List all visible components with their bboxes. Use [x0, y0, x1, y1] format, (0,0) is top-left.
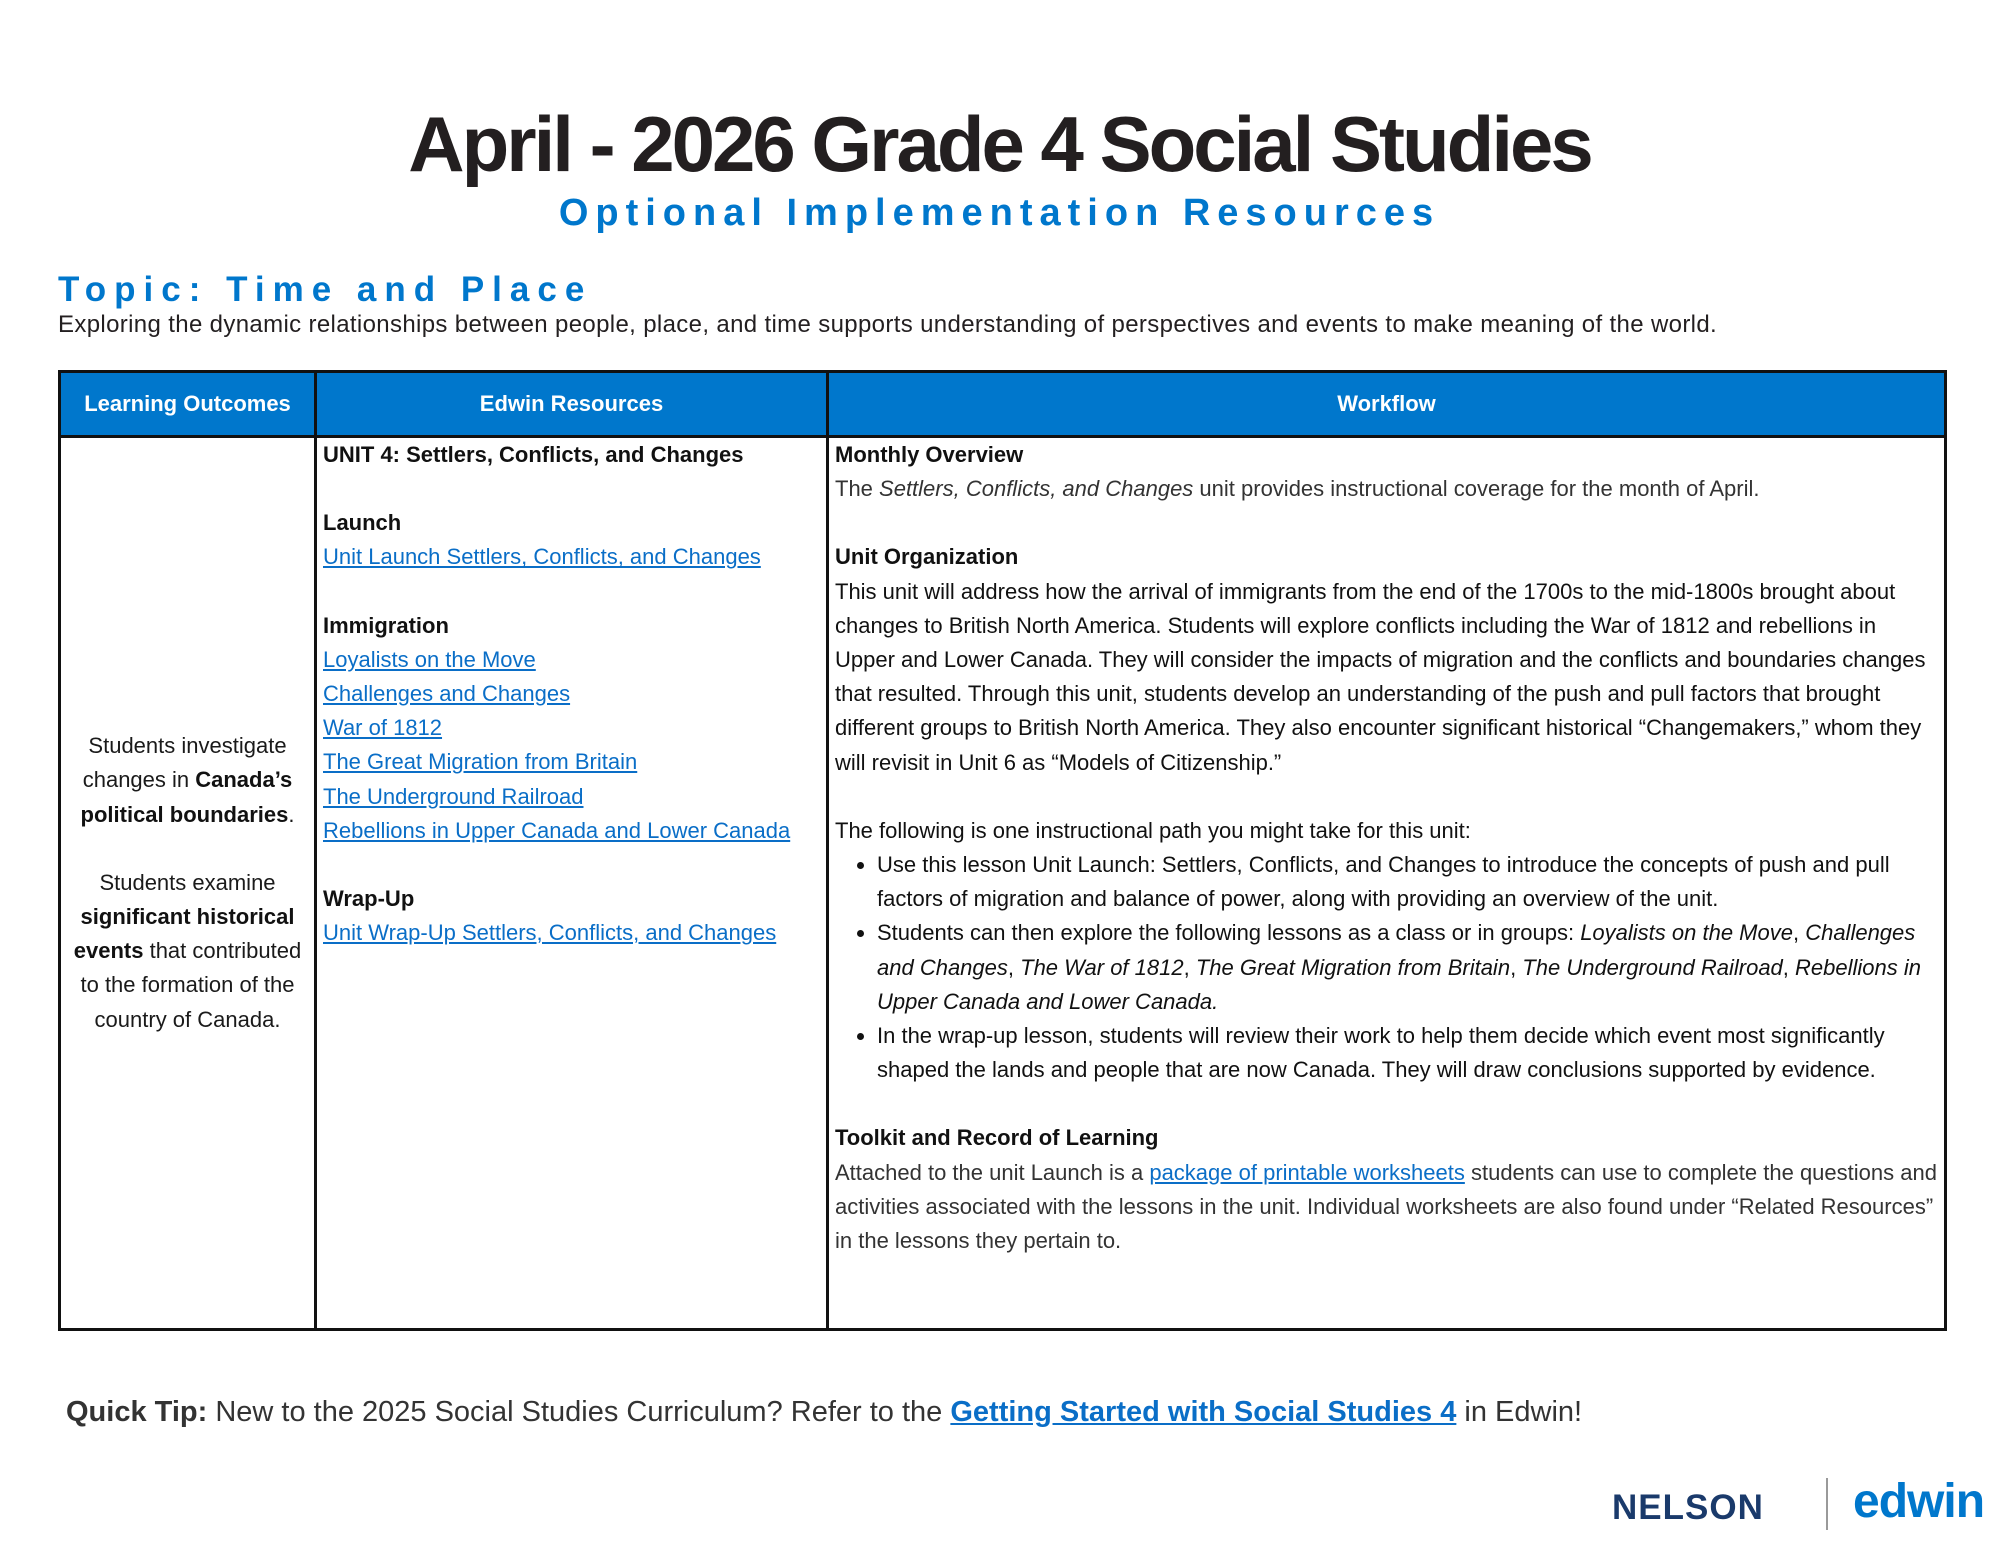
topic-title: Topic: Time and Place: [58, 270, 593, 309]
wrapup-heading: Wrap-Up: [323, 886, 415, 912]
unit-title: UNIT 4: Settlers, Conflicts, and Changes: [323, 442, 744, 467]
table-row: [60, 437, 1946, 1330]
great-migration-link[interactable]: The Great Migration from Britain: [323, 749, 638, 775]
monthly-overview-heading: Monthly Overview: [835, 442, 1024, 467]
page-title: April - 2026 Grade 4 Social Studies: [408, 100, 1591, 188]
toolkit-text-start: Attached to the unit Launch is a: [835, 1159, 1150, 1185]
overview-text-start: The: [835, 476, 880, 502]
war-of-1812-link[interactable]: War of 1812: [323, 715, 443, 741]
lesson-name: The War of 1812: [1020, 954, 1184, 980]
list-item: • In the wrap-up lesson, students will review their work to help them decide which event most significantly shaped the lands and people that are now Canada. They will draw conclusions supported by evidence.: [877, 1019, 1938, 1087]
rebellions-link[interactable]: Rebellions in Upper Canada and Lower Canada: [323, 817, 791, 843]
workflow-cell: [828, 437, 1946, 1330]
resources-table: [58, 370, 1947, 1331]
lesson-name: The Underground Railroad: [1522, 954, 1783, 980]
quick-tip-label: Quick Tip:: [66, 1396, 208, 1428]
instructional-path-intro: The following is one instructional path you might take for this unit:: [835, 817, 1471, 843]
toolkit-text-end: students can use to complete the questions and activities associated with the lessons in the unit. Individual worksheets are also found under “Related Resources” in the lessons they pertain to.: [835, 1159, 1937, 1254]
logo-divider: [1826, 1478, 1828, 1530]
edwin-resources-cell: [316, 437, 828, 1330]
outcome-2-end: that contributed to the formation of the country of Canada.: [80, 938, 302, 1032]
loyalists-link[interactable]: Loyalists on the Move: [323, 646, 536, 672]
list-item: • Use this lesson Unit Launch: Settlers, Conflicts, and Changes to introduce the concepts of push and pull factors of migration and balance of power, along with providing an overview of the unit.: [877, 848, 1938, 916]
quick-tip-end: in Edwin!: [1456, 1396, 1583, 1428]
outcome-2-bold: significant historical events: [73, 904, 295, 964]
nelson-logo: NELSON: [1612, 1488, 1764, 1527]
quick-tip-text: New to the 2025 Social Studies Curriculum? Refer to the: [207, 1396, 951, 1428]
edwin-logo: edwin: [1853, 1475, 1985, 1528]
lesson-name: Rebellions in Upper Canada and Lower Canada.: [877, 954, 1921, 1014]
header-edwin-resources: Edwin Resources: [316, 372, 828, 437]
topic-description: Exploring the dynamic relationships between people, place, and time supports understanding of perspectives and events to make meaning of the world.: [58, 311, 1718, 338]
header-workflow: Workflow: [828, 372, 1946, 437]
lesson-name: The Great Migration from Britain: [1195, 954, 1511, 980]
bullet-2-text: Students can then explore the following lessons as a class or in groups:: [877, 920, 1581, 946]
outcome-2-text: Students examine: [99, 869, 276, 895]
quick-tip: [66, 1396, 1582, 1429]
launch-heading: Launch: [323, 510, 402, 536]
table-header-row: [60, 372, 1946, 437]
outcome-paragraph-2: [71, 866, 304, 1037]
overview-unit-name: Settlers, Conflicts, and Changes: [879, 476, 1194, 502]
immigration-heading: Immigration: [323, 612, 449, 638]
instructional-path-list: [835, 848, 1938, 1087]
learning-outcomes-cell: [60, 437, 316, 1330]
underground-railroad-link[interactable]: The Underground Railroad: [323, 783, 584, 809]
monthly-overview-text: [835, 472, 1938, 506]
lesson-name: Challenges and Changes: [877, 920, 1916, 980]
printable-worksheets-link[interactable]: package of printable worksheets: [1149, 1159, 1465, 1185]
header-learning-outcomes: Learning Outcomes: [60, 372, 316, 437]
unit-launch-link[interactable]: Unit Launch Settlers, Conflicts, and Changes: [323, 544, 761, 570]
outcome-1-end: .: [288, 801, 295, 827]
getting-started-link[interactable]: Getting Started with Social Studies 4: [950, 1396, 1457, 1428]
unit-wrapup-link[interactable]: Unit Wrap-Up Settlers, Conflicts, and Changes: [323, 920, 777, 946]
outcome-1-text: Students investigate changes in: [82, 733, 287, 793]
page-subtitle: Optional Implementation Resources: [558, 192, 1441, 234]
unit-organization-text: This unit will address how the arrival of immigrants from the end of the 1700s to the mid-1800s brought about changes to British North America. Students will explore conflicts including the War of 1812 and rebellions in Upper and Lower Canada. They will consider the impacts of migration and the conflicts and boundaries changes that resulted. Through this unit, students develop an understanding of the push and pull factors that brought different groups to British North America. They also encounter significant historical “Changemakers,” whom they will revisit in Unit 6 as “Models of Citizenship.”: [835, 578, 1926, 775]
outcome-paragraph-1: [71, 729, 304, 832]
unit-organization-heading: Unit Organization: [835, 544, 1019, 570]
overview-text-end: unit provides instructional coverage for the month of April.: [1193, 476, 1760, 502]
challenges-link[interactable]: Challenges and Changes: [323, 681, 571, 707]
toolkit-heading: Toolkit and Record of Learning: [835, 1125, 1159, 1151]
lesson-name: Loyalists on the Move: [1580, 920, 1793, 946]
toolkit-text: [835, 1156, 1938, 1259]
outcome-1-bold: Canada’s political boundaries: [80, 767, 293, 827]
list-item: • Students can then explore the following lessons as a class or in groups: Loyalists on the Move, Challenges and Changes, The War of 1812, The Great Migration from Britain, The Underground Railroad, Rebellions in Upper Canada and Lower Canada.: [877, 916, 1938, 1019]
